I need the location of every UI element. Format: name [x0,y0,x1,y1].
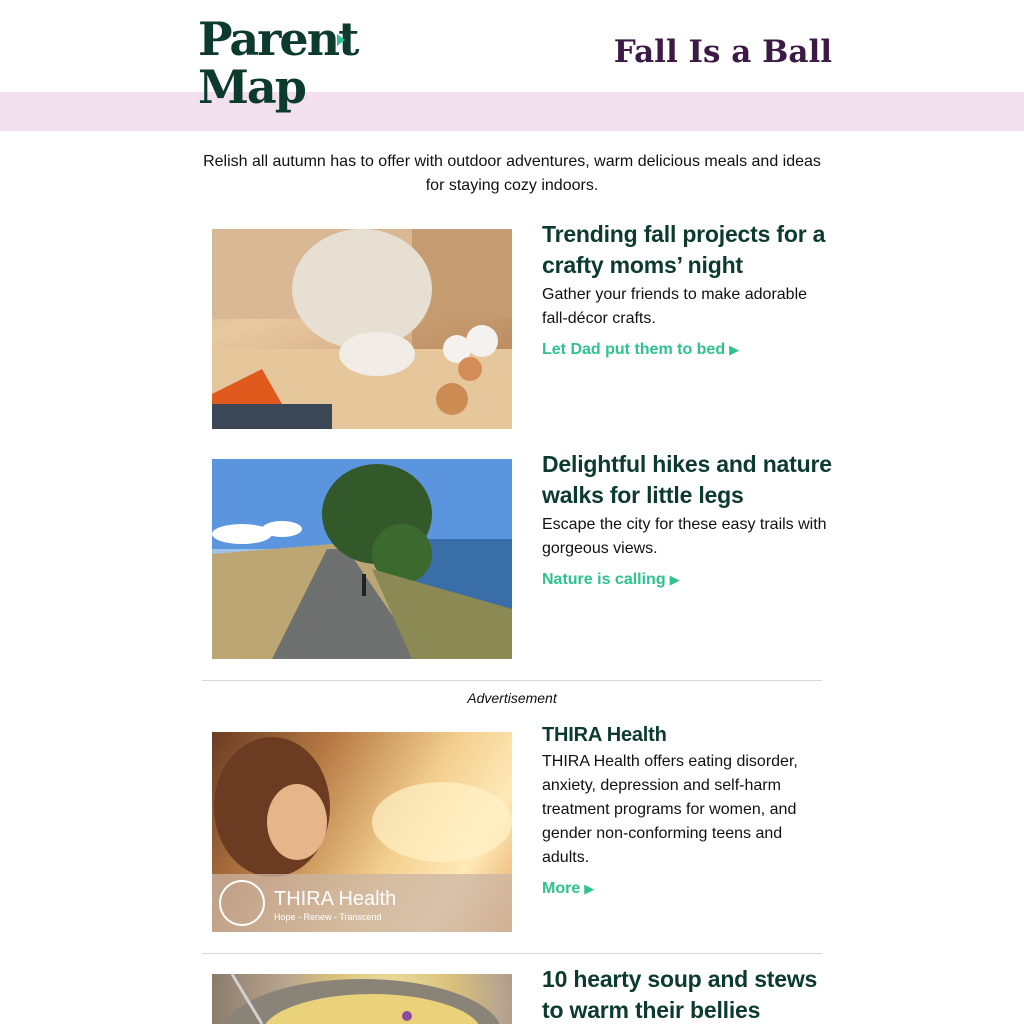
article-title[interactable]: Trending fall projects for a crafty moms’ night [542,221,826,278]
cta-label: Nature is calling [542,571,666,588]
ad-content [542,722,832,898]
ad-title[interactable]: THIRA Health [542,724,667,746]
cta-label: Let Dad put them to bed [542,341,726,358]
divider [202,953,822,954]
article-image-soup[interactable] [212,974,512,1024]
article-content [542,964,832,1024]
cta-label: More [542,880,581,897]
logo-text-map: Map [198,60,305,114]
article-content [542,219,832,359]
ad-image-thira[interactable] [212,732,512,932]
parentmap-logo[interactable] [198,12,358,120]
logo-text-parent: Parent [198,12,358,66]
advertisement-label: Advertisement [467,690,557,706]
cta-link-more[interactable] [542,880,594,898]
article-image-hikes[interactable] [212,459,512,659]
article-content [542,449,832,589]
header-band [0,92,1024,131]
play-triangle-icon: ▶ [729,342,740,357]
issue-title: Fall Is a Ball [613,34,832,70]
intro-text: Relish all autumn has to offer with outdoor adventures, warm delicious meals and ideas for staying cozy indoors. [203,153,821,194]
cta-link-crafts[interactable] [542,341,739,359]
logo-triangle-icon [337,34,345,46]
article-title[interactable]: 10 hearty soup and stews to warm their bellies [542,966,818,1023]
article-summary: Escape the city for these easy trails with gorgeous views. [542,516,827,557]
divider [202,680,822,681]
newsletter-header [0,0,1024,131]
article-title[interactable]: Delightful hikes and nature walks for little legs [542,451,832,508]
trail-illustration [212,459,512,659]
article-image-crafts[interactable] [212,229,512,429]
ad-image-brand: THIRA Health [274,888,397,910]
crafts-illustration [212,229,512,429]
article-summary: Gather your friends to make adorable fall-décor crafts. [542,286,808,327]
ad-summary: THIRA Health offers eating disorder, anxiety, depression and self-harm treatment programs for women, and gender non-conforming teens and adults. [542,753,798,866]
soup-illustration [212,974,512,1024]
ad-image-tagline: Hope - Renew - Transcend [274,912,382,922]
cta-link-hikes[interactable] [542,571,680,589]
play-triangle-icon: ▶ [669,572,680,587]
play-triangle-icon: ▶ [584,881,595,896]
